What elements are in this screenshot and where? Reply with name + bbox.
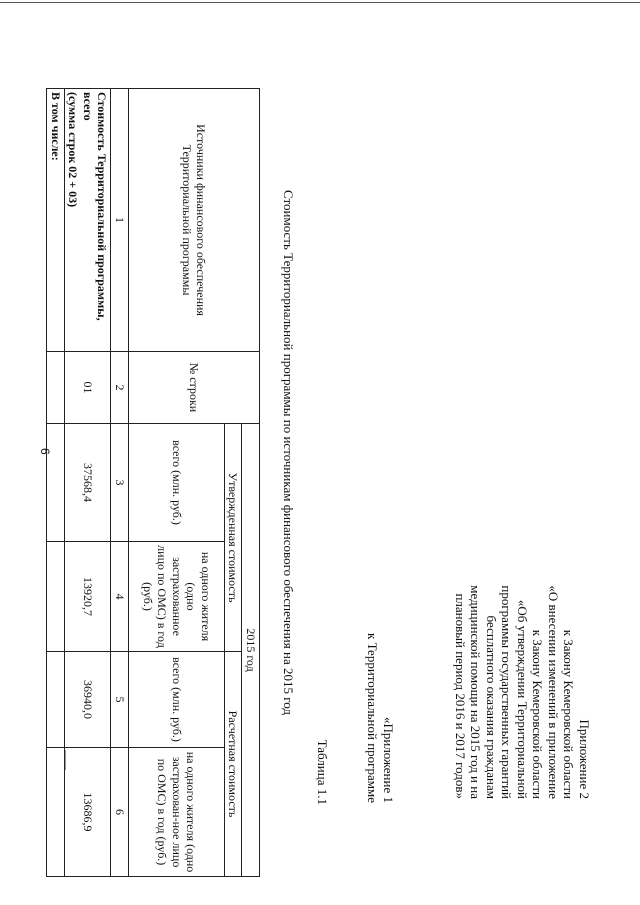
empty-cell: [47, 542, 65, 652]
table-row: [65, 89, 112, 877]
appendix1-line: «Приложение 1: [381, 716, 396, 803]
appendix2-line: медицинской помощи на 2015 год и на: [468, 585, 484, 799]
appendix2-header: [453, 299, 593, 799]
appendix2-line: к Закону Кемеровской области: [530, 629, 546, 799]
table-header-row: [242, 89, 260, 877]
row-number-cell: 01: [65, 352, 112, 424]
margin-mark: [65, 750, 66, 770]
empty-cell: [47, 748, 65, 877]
table-row: [47, 89, 65, 877]
calc-total-cell: 36940,0: [65, 652, 112, 748]
calc-per-capita-cell: 13686,9: [65, 748, 112, 877]
approved-per-capita-cell: 13920,7: [65, 542, 112, 652]
appendix2-line: к Закону Кемеровской области: [561, 629, 577, 799]
header-calc-per-capita: на одного жителя (одно застрахован-ное лицо по ОМС) в год (руб.): [129, 748, 225, 877]
header-calculated: Расчетная стоимость: [225, 652, 243, 877]
appendix2-line: «Об утверждении Территориальной: [515, 599, 530, 799]
header-approved-per-capita: на одного жителя (одно застрахованное лицо по ОМС) в год (руб.): [129, 542, 225, 652]
column-number: 3: [111, 424, 129, 542]
approved-total-cell: 37568,4: [65, 424, 112, 542]
page-number: 6: [38, 448, 52, 455]
column-number: 6: [111, 748, 129, 877]
column-number-row: [111, 89, 129, 877]
appendix2-line: Приложение 2: [577, 719, 592, 799]
column-number: 2: [111, 352, 129, 424]
header-approved: Утвержденная стоимость: [225, 424, 243, 652]
empty-cell: [47, 652, 65, 748]
appendix1-line: к Территориальной программе: [365, 633, 381, 803]
appendix1-header: [365, 403, 396, 803]
empty-cell: [47, 352, 65, 424]
header-calc-total: всего (млн. руб.): [129, 652, 225, 748]
column-number: 1: [111, 89, 129, 352]
column-number: 4: [111, 542, 129, 652]
empty-cell: [47, 424, 65, 542]
appendix2-line: плановый период 2016 и 2017 годов»: [453, 593, 468, 799]
appendix2-line: программы государственных гарантий: [499, 585, 515, 799]
header-source: Источники финансового обеспечения Территориальной программы: [129, 89, 260, 352]
appendix2-line: «О внесении изменений в приложение: [546, 585, 561, 799]
row-source-bold: Стоимость Территориальной программы, всего: [81, 92, 110, 321]
column-number: 5: [111, 652, 129, 748]
header-row-number: № строки: [129, 352, 260, 424]
table-label: Таблица 1.1: [315, 739, 330, 805]
row-source-rest: (сумма строк 02 + 03): [66, 92, 81, 208]
appendix2-line: бесплатного оказания гражданам: [484, 615, 499, 799]
row-source-cell: [65, 89, 112, 352]
financing-table: [47, 88, 261, 877]
header-year: 2015 год: [242, 424, 260, 877]
subheader-cell: В том числе:: [47, 89, 65, 352]
header-approved-total: всего (млн. руб.): [129, 424, 225, 542]
document-title: Стоимость Территориальной программы по источникам финансового обеспечения на 2015 год: [281, 190, 296, 715]
